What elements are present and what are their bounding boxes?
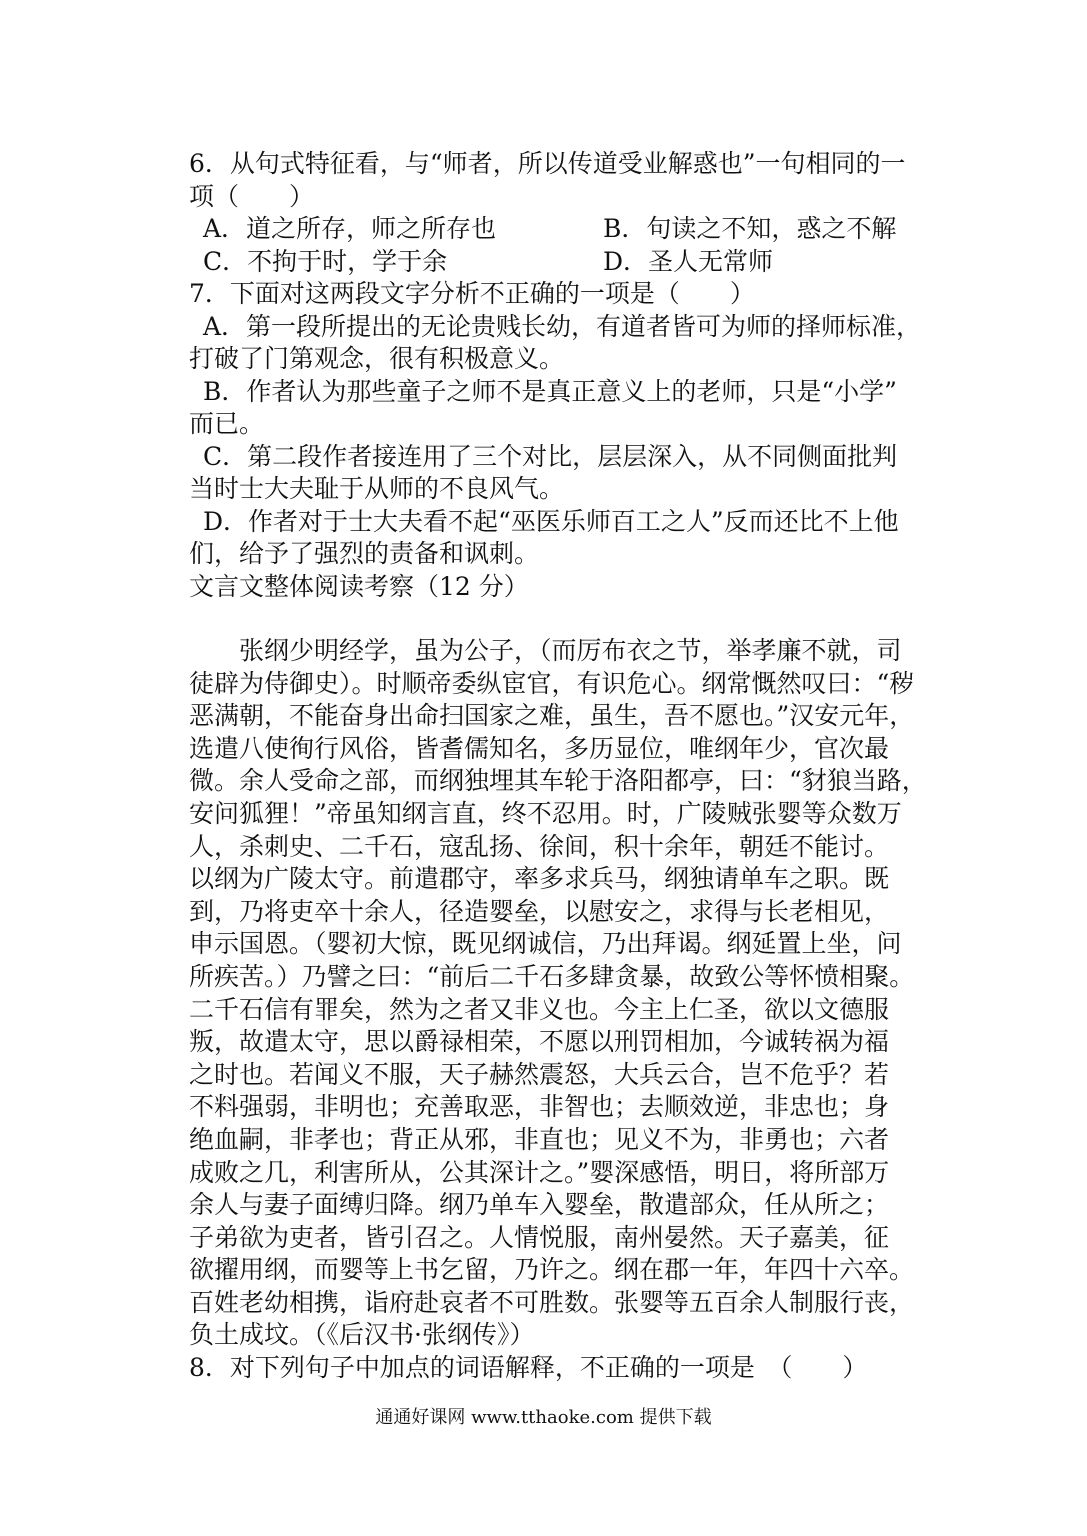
- question-7-option-c-line-1: C．第二段作者接连用了三个对比，层层深入，从不同侧面批判: [203, 441, 898, 471]
- passage-line: 恶满朝，不能奋身出命扫国家之难，虽生，吾不愿也。”汉安元年，: [189, 701, 915, 731]
- passage-line: 申示国恩。（婴初大惊，既见纲诚信，乃出拜谒。纲延置上坐，问: [189, 929, 902, 959]
- passage-line: 安问狐狸！”帝虽知纲言直，终不忍用。时，广陵贼张婴等众数万: [189, 798, 902, 828]
- passage-line: 绝血嗣，非孝也；背正从邪，非直也；见义不为，非勇也；六者: [189, 1124, 890, 1154]
- passage-line: 到，乃将吏卒十余人，径造婴垒，以慰安之，求得与长老相见，: [189, 896, 890, 926]
- spacer: [189, 603, 901, 635]
- question-7-option-d-line-1: D．作者对于士大夫看不起“巫医乐师百工之人”反而还比不上他: [203, 506, 899, 536]
- passage-line: 不料强弱，非明也；充善取恶，非智也；去顺效逆，非忠也；身: [189, 1092, 890, 1122]
- classical-passage: [189, 635, 927, 1352]
- question-6-option-c: C．不拘于时，学于余: [203, 246, 448, 276]
- page-footer: 通通好课网 www.tthaoke.com 提供下载: [375, 1407, 712, 1428]
- passage-line: 之时也。若闻义不服，天子赫然震怒，大兵云合，岂不危乎？若: [189, 1059, 890, 1089]
- passage-line: 徒辟为侍御史）。时顺帝委纵宦官，有识危心。纲常慨然叹曰：“秽: [189, 668, 915, 698]
- passage-line: 百姓老幼相携，诣府赴哀者不可胜数。张婴等五百余人制服行丧，: [189, 1287, 915, 1317]
- question-6-stem-line-2: 项（ ）: [189, 181, 315, 211]
- passage-line: 子弟欲为吏者，皆引召之。人情悦服，南州晏然。天子嘉美，征: [189, 1222, 890, 1252]
- question-6-options-row-2: [189, 246, 901, 279]
- passage-line: 叛，故遣太守，思以爵禄相荣，不愿以刑罚相加，今诚转祸为福: [189, 1027, 890, 1057]
- question-7-option-d-line-2: 们，给予了强烈的责备和讽刺。: [189, 539, 540, 568]
- passage-line: 张纲少明经学，虽为公子，（而厉布衣之节，举孝廉不就，司: [239, 636, 902, 665]
- question-6-stem-line-1: 6．从句式特征看，与“师者，所以传道受业解惑也”一句相同的一: [189, 149, 906, 178]
- question-6-option-b: B．句读之不知，惑之不解: [603, 214, 897, 243]
- question-7-option-a-line-1: A．第一段所提出的无论贵贱长幼，有道者皆可为师的择师标准，: [203, 311, 922, 341]
- passage-line: 欲擢用纲，而婴等上书乞留，乃许之。纲在郡一年，年四十六卒。: [189, 1255, 915, 1285]
- passage-line: 人，杀刺史、二千石，寇乱扬、徐间，积十余年，朝廷不能讨。: [189, 831, 890, 861]
- question-7-option-c-line-2: 当时士大夫耻于从师的不良风气。: [189, 474, 565, 503]
- passage-line: 选遣八使徇行风俗，皆耆儒知名，多历显位，唯纲年少，官次最: [189, 733, 890, 763]
- question-8-stem: 8．对下列句子中加点的词语解释，不正确的一项是 （ ）: [189, 1353, 868, 1383]
- passage-line: 所疾苦。）乃譬之曰：“前后二千石多肆贪暴，故致公等怀愤相聚。: [189, 961, 915, 991]
- passage-line: 余人与妻子面缚归降。纲乃单车入婴垒，散遣部众，任从所之；: [189, 1190, 890, 1220]
- question-7-stem: 7．下面对这两段文字分析不正确的一项是（ ）: [189, 279, 755, 308]
- passage-line: 二千石信有罪矣，然为之者又非义也。今主上仁圣，欲以文德服: [189, 994, 890, 1024]
- passage-line: 成败之几，利害所从，公其深计之。”婴深感悟，明日，将所部万: [189, 1157, 890, 1187]
- passage-line: 微。余人受命之部，而纲独埋其车轮于洛阳都亭，曰：“豺狼当路，: [189, 766, 927, 796]
- passage-line: 负土成坟。（《后汉书·张纲传》）: [189, 1320, 535, 1350]
- question-7-option-b-line-1: B．作者认为那些童子之师不是真正意义上的老师，只是“小学”: [203, 376, 897, 406]
- document-page: [189, 148, 927, 1385]
- question-7-option-b-line-2: 而已。: [189, 409, 265, 438]
- question-7-option-a-line-2: 打破了门第观念，很有积极意义。: [189, 344, 565, 373]
- passage-line: 以纲为广陵太守。前遣郡守，率多求兵马，纲独请单车之职。既: [189, 864, 890, 894]
- question-6-option-d: D．圣人无常师: [603, 246, 774, 276]
- question-6-options-row-1: [189, 213, 901, 246]
- section-title: 文言文整体阅读考察（12 分）: [189, 571, 529, 601]
- question-6-option-a: A．道之所存，师之所存也: [203, 214, 497, 243]
